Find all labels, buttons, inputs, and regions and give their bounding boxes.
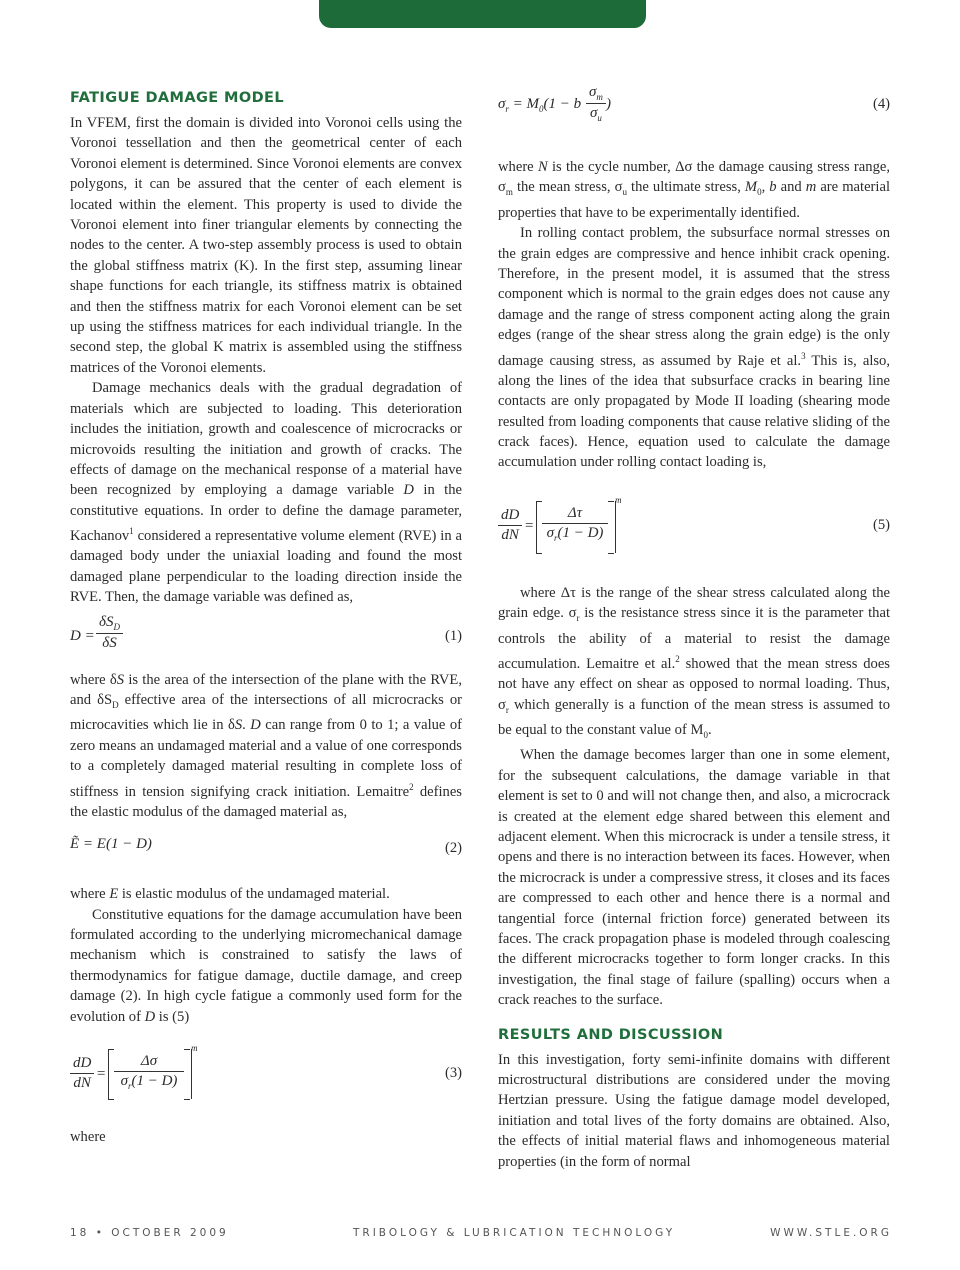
page-footer	[70, 1227, 892, 1243]
equation-number-1: (1)	[444, 627, 462, 644]
paragraph-where: where	[70, 1129, 106, 1146]
equation-5: $\frac{dD}{dN}$ = $\frac{\Delta\tau}{\sigma_r(1 - D)}$ m (5)	[498, 503, 890, 583]
equation-3: $\frac{dD}{dN}$ = $\frac{\Delta\sigma}{\sigma_r(1 - D)}$ m (3)	[70, 1049, 462, 1127]
equation-number-5: (5)	[872, 516, 890, 533]
header-tab	[319, 0, 646, 28]
equation-2: Ẽ = E(1 − D) (2)	[70, 836, 462, 857]
paragraph-shear-range: where Δτ is the range of the shear stress calculated along the grain edge. $\sigma_r$ is the resistance stress since it is the parameter that controls the ability of a material to resist the damage accumulation. Lemaitre et al.$^2$ showed that the mean stress does not have any effect on shear as opposed to normal loading. Thus, $\sigma_r$ which generally is a function of the mean stress is assumed to be equal to the constant value of $M_0$.	[498, 584, 890, 740]
paragraph-results: In this investigation, forty semi-infinite domains with different microstructural distributions are considered under the moving Hertzian pressure. Using the fatigue damage model developed, initiation and total lives of the forty domains are obtained. Also, the effects of initial material flaws and inhomogeneous material properties (in the form of normal	[498, 1051, 890, 1170]
equation-number-2: (2)	[444, 840, 462, 857]
left-column	[70, 90, 462, 1147]
equation-number-3: (3)	[444, 1065, 462, 1082]
footer-page-date: 18 • OCTOBER 2009	[70, 1227, 229, 1239]
paragraph-delta-s: where δS is the area of the intersection of the plane with the RVE, and $\delta S_D$ effective area of the intersections of all microcracks or microcavities which lie in δS. D can range from 0 to 1; a value of zero means an undamaged material and a value of one corresponds to a completely damaged material resulting in complete loss of stiffness in tension signifying crack initiation. Lemaitre$^2$ defines the elastic modulus of the damaged material as,	[70, 671, 463, 820]
footer-publication: TRIBOLOGY & LUBRICATION TECHNOLOGY	[353, 1227, 676, 1239]
equation-number-4: (4)	[872, 96, 890, 112]
section-heading-fatigue: FATIGUE DAMAGE MODEL	[70, 90, 284, 106]
section-heading-results: RESULTS AND DISCUSSION	[498, 1026, 724, 1043]
paragraph-vfem: In VFEM, first the domain is divided into Voronoi cells using the Voronoi tessellation and then the geometrical center of each Voronoi element is determined. Since Voronoi elements are convex polygons, it can be assured that the center of each element is located within the element. This property is used to divide the Voronoi element into finer triangular elements by connecting the nodes to the center. A two-step assembly process is used to obtain the global stiffness matrix (K). In the first step, assuming linear shape functions for each triangle, its stiffness matrix is obtained and then the stiffness matrix for each Voronoi element can be set up using the stiffness matrices for each individual triangle. In the second step, the global K matrix is assembled using the stiffness matrices of the Voronoi elements.	[70, 115, 462, 376]
equation-1: D = $\delta S_D$ δS (1)	[70, 613, 462, 651]
paragraph-where-e: where E is elastic modulus of the undamaged material.	[70, 886, 390, 903]
paragraph-where-n: where N is the cycle number, Δσ the damage causing stress range, $\sigma_m$ the mean stress, $\sigma_u$ the ultimate stress, $M_0$, b and m are material properties that have to be experimentally identified.	[498, 159, 890, 221]
paragraph-rolling-contact: In rolling contact problem, the subsurface normal stresses on the grain edges are compressive and hence inhibit crack opening. Therefore, in the present model, it is assumed that the stress component which is normal to the grain edges does not cause any damage and the range of stress component acting along the grain edges (range of the shear stress along the grain edge) is the only damage causing stress, as assumed by Raje et al.$^3$ This is, also, along the lines of the idea that subsurface cracks in bearing line contacts are only propagated by Mode II loading (shearing mode resulted from loading components that cause relative sliding of the crack faces). Hence, equation used to calculate the damage accumulation under rolling contact loading is,	[498, 225, 890, 471]
paragraph-damage-mechanics: Damage mechanics deals with the gradual degradation of materials which are subjected to loading. This deterioration includes the initiation, growth and coalescence of microcracks or microvoids resulting the initiation and growth of cracks. The effects of damage on the mechanical response of a material have been recognized by employing a damage variable D in the constitutive equations. In order to define the damage parameter, Kachanov$^1$ considered a representative volume element (RVE) in a damaged body under the uniaxial loading and found the most damaged plane perpendicular to the loading direction inside the RVE. Then, the damage variable was defined as,	[70, 380, 463, 606]
footer-website[interactable]: WWW.STLE.ORG	[770, 1227, 892, 1239]
equation-4: $\sigma_r = M_0(1 - b$ $\frac{\sigma_m}{\sigma_u}$ ) (4)	[498, 84, 890, 123]
paragraph-constitutive: Constitutive equations for the damage accumulation have been formulated according to the underlying micromechanical damage mechanism which is constrained to satisfy the laws of thermodynamics for fatigue damage, ductile damage, and creep damage (2). In high cycle fatigue a commonly used form for the evolution of D is (5)	[70, 906, 462, 1025]
paragraph-damage-larger: When the damage becomes larger than one in some element, for the subsequent calculations, the damage variable in that element is set to 0 and will not change then, and also, a microcrack is created at the element edge shared between this element and adjacent element. When this microcrack is under a tensile stress, it opens and there is no interaction between its faces. However, when the microcrack is under a compressive stress, it closes and its faces are compressed to each other and hence there is a normal and tangential force (internal friction force) generated between its faces. The crack propagation phase is modeled through coalescing the different microcracks together to form longer cracks. In this investigation, the final stage of failure (spalling) occurs when a crack reaches to the surface.	[498, 747, 890, 1009]
right-column	[498, 84, 890, 1172]
